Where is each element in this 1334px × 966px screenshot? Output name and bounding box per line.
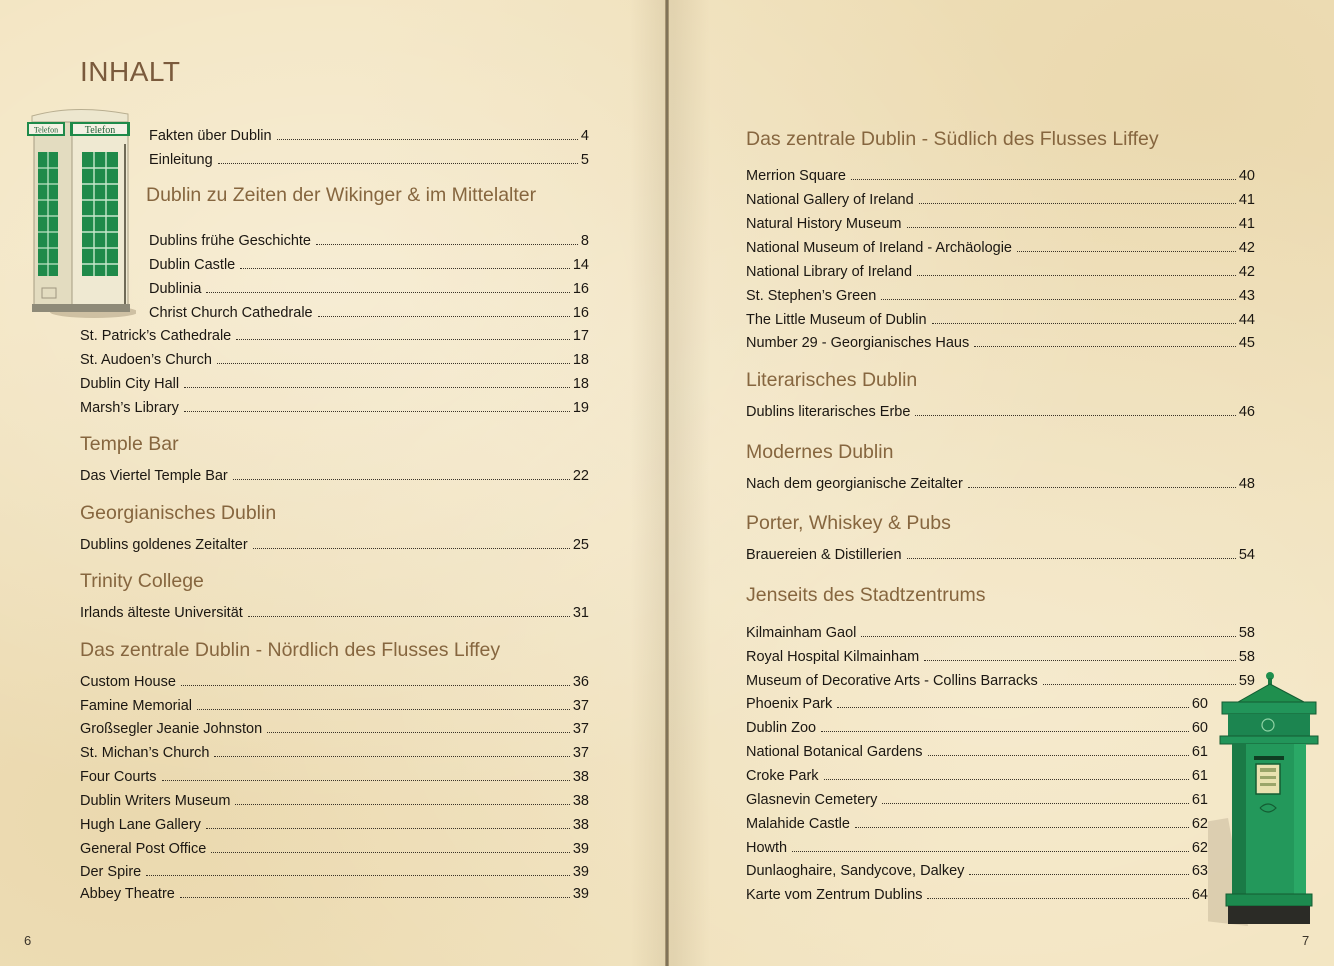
section-heading: Georgianisches Dublin bbox=[80, 502, 277, 524]
toc-entry-page: 19 bbox=[572, 400, 589, 416]
toc-entry[interactable] bbox=[149, 301, 589, 321]
page-number-right: 7 bbox=[1302, 933, 1310, 948]
toc-entry-page: 18 bbox=[572, 376, 589, 392]
toc-entry-label: Royal Hospital Kilmainham bbox=[746, 649, 920, 665]
section-heading: Jenseits des Stadtzentrums bbox=[746, 584, 986, 606]
toc-entry-label: Dublin Writers Museum bbox=[80, 793, 231, 809]
toc-entry[interactable] bbox=[80, 396, 589, 416]
toc-entry-page: 36 bbox=[572, 674, 589, 690]
page-title: INHALT bbox=[80, 56, 181, 87]
toc-entry-page: 4 bbox=[580, 128, 589, 144]
leader-dots bbox=[267, 732, 570, 733]
toc-entry-label: Dublins frühe Geschichte bbox=[149, 233, 311, 249]
leader-dots bbox=[917, 275, 1236, 276]
gutter-shadow bbox=[630, 0, 710, 966]
toc-entry-page: 31 bbox=[572, 605, 589, 621]
toc-entry-label: Howth bbox=[746, 840, 788, 856]
leader-dots bbox=[316, 244, 578, 245]
leader-dots bbox=[851, 179, 1236, 180]
leader-dots bbox=[211, 852, 570, 853]
toc-entry[interactable] bbox=[149, 148, 589, 168]
toc-entry[interactable] bbox=[80, 813, 589, 833]
section-heading: Trinity College bbox=[80, 570, 204, 592]
toc-entry-page: 58 bbox=[1238, 649, 1255, 665]
toc-entry-page: 41 bbox=[1238, 216, 1255, 232]
toc-entry-label: Museum of Decorative Arts - Collins Barracks bbox=[746, 673, 1038, 689]
toc-entry-label: Phoenix Park bbox=[746, 696, 833, 712]
toc-entry[interactable] bbox=[746, 645, 1255, 665]
leader-dots bbox=[214, 756, 569, 757]
section-heading: Porter, Whiskey & Pubs bbox=[746, 512, 951, 534]
toc-entry-label: Hugh Lane Gallery bbox=[80, 817, 201, 833]
leader-dots bbox=[162, 780, 570, 781]
leader-dots bbox=[855, 827, 1189, 828]
toc-entry-page: 60 bbox=[1191, 720, 1208, 736]
leader-dots bbox=[197, 709, 570, 710]
toc-entry[interactable] bbox=[746, 883, 1208, 903]
toc-entry[interactable] bbox=[80, 372, 589, 392]
toc-entry-page: 59 bbox=[1238, 673, 1255, 689]
toc-entry[interactable] bbox=[746, 400, 1255, 420]
leader-dots bbox=[919, 203, 1236, 204]
toc-entry[interactable] bbox=[149, 124, 589, 144]
toc-entry-page: 39 bbox=[572, 886, 589, 902]
toc-entry[interactable] bbox=[80, 694, 589, 714]
section-heading: Das zentrale Dublin - Südlich des Flusses Liffey bbox=[746, 128, 1159, 150]
toc-entry-label: Fakten über Dublin bbox=[149, 128, 272, 144]
toc-entry[interactable] bbox=[746, 859, 1208, 879]
toc-entry-label: Abbey Theatre bbox=[80, 886, 175, 902]
toc-entry-page: 61 bbox=[1191, 768, 1208, 784]
toc-entry-page: 43 bbox=[1238, 288, 1255, 304]
leader-dots bbox=[184, 411, 570, 412]
toc-entry-label: Großsegler Jeanie Johnston bbox=[80, 721, 263, 737]
toc-entry-page: 45 bbox=[1238, 335, 1255, 351]
toc-entry-label: St. Stephen’s Green bbox=[746, 288, 877, 304]
leader-dots bbox=[253, 548, 570, 549]
toc-entry-page: 38 bbox=[572, 769, 589, 785]
toc-entry[interactable] bbox=[746, 621, 1255, 641]
leader-dots bbox=[824, 779, 1189, 780]
toc-entry[interactable] bbox=[746, 716, 1208, 736]
toc-entry[interactable] bbox=[80, 837, 589, 857]
section-heading: Das zentrale Dublin - Nördlich des Flusses Liffey bbox=[80, 639, 501, 661]
leader-dots bbox=[248, 616, 570, 617]
leader-dots bbox=[968, 487, 1236, 488]
toc-entry-label: Dublinia bbox=[149, 281, 202, 297]
toc-entry-label: Dunlaoghaire, Sandycove, Dalkey bbox=[746, 863, 965, 879]
toc-entry-page: 42 bbox=[1238, 264, 1255, 280]
toc-entry-label: Marsh’s Library bbox=[80, 400, 179, 416]
toc-entry[interactable] bbox=[80, 789, 589, 809]
toc-entry-page: 41 bbox=[1238, 192, 1255, 208]
leader-dots bbox=[882, 803, 1189, 804]
toc-entry[interactable] bbox=[746, 260, 1255, 280]
toc-entry-label: General Post Office bbox=[80, 841, 207, 857]
section-heading: Dublin zu Zeiten der Wikinger & im Mittelalter bbox=[146, 184, 537, 206]
toc-entry-label: Merrion Square bbox=[746, 168, 846, 184]
leader-dots bbox=[974, 346, 1236, 347]
toc-entry-label: Dublins literarisches Erbe bbox=[746, 404, 911, 420]
leader-dots bbox=[235, 804, 569, 805]
leader-dots bbox=[217, 363, 570, 364]
toc-entry[interactable] bbox=[746, 164, 1255, 184]
toc-entry-page: 63 bbox=[1191, 863, 1208, 879]
toc-entry-label: National Museum of Ireland - Archäologie bbox=[746, 240, 1012, 256]
leader-dots bbox=[907, 227, 1236, 228]
toc-entry[interactable] bbox=[746, 472, 1255, 492]
toc-entry-page: 39 bbox=[572, 864, 589, 880]
toc-entry-page: 37 bbox=[572, 745, 589, 761]
leader-dots bbox=[907, 558, 1236, 559]
leader-dots bbox=[206, 828, 570, 829]
toc-entry[interactable] bbox=[80, 765, 589, 785]
toc-entry[interactable] bbox=[746, 740, 1208, 760]
leader-dots bbox=[206, 292, 569, 293]
toc-entry-label: Christ Church Cathedrale bbox=[149, 305, 313, 321]
toc-entry-label: Kilmainham Gaol bbox=[746, 625, 857, 641]
toc-entry-page: 18 bbox=[572, 352, 589, 368]
toc-entry-page: 16 bbox=[572, 281, 589, 297]
leader-dots bbox=[969, 874, 1188, 875]
toc-entry-label: Dublin Castle bbox=[149, 257, 236, 273]
toc-entry-page: 44 bbox=[1238, 312, 1255, 328]
toc-entry[interactable] bbox=[746, 308, 1255, 328]
toc-entry-page: 8 bbox=[580, 233, 589, 249]
toc-entry-label: The Little Museum of Dublin bbox=[746, 312, 927, 328]
leader-dots bbox=[932, 323, 1236, 324]
toc-entry-page: 62 bbox=[1191, 840, 1208, 856]
leader-dots bbox=[837, 707, 1189, 708]
toc-entry[interactable] bbox=[80, 717, 589, 737]
toc-entry[interactable] bbox=[149, 277, 589, 297]
toc-entry[interactable] bbox=[746, 812, 1208, 832]
toc-entry-page: 61 bbox=[1191, 792, 1208, 808]
toc-entry[interactable] bbox=[80, 670, 589, 690]
leader-dots bbox=[318, 316, 570, 317]
toc-entry-label: St. Audoen’s Church bbox=[80, 352, 212, 368]
toc-entry-label: Nach dem georgianische Zeitalter bbox=[746, 476, 963, 492]
leader-dots bbox=[792, 851, 1189, 852]
toc-entry-label: Four Courts bbox=[80, 769, 157, 785]
toc-entry-page: 40 bbox=[1238, 168, 1255, 184]
toc-entry-label: St. Patrick’s Cathedrale bbox=[80, 328, 232, 344]
toc-entry-label: Karte vom Zentrum Dublins bbox=[746, 887, 923, 903]
toc-entry-page: 38 bbox=[572, 817, 589, 833]
leader-dots bbox=[861, 636, 1235, 637]
toc-entry-page: 5 bbox=[580, 152, 589, 168]
leader-dots bbox=[881, 299, 1236, 300]
toc-entry-label: National Gallery of Ireland bbox=[746, 192, 914, 208]
toc-entry-page: 62 bbox=[1191, 816, 1208, 832]
leader-dots bbox=[181, 685, 570, 686]
svg-text:Telefon: Telefon bbox=[33, 125, 59, 135]
leader-dots bbox=[218, 163, 578, 164]
toc-entry-page: 14 bbox=[572, 257, 589, 273]
book-gutter bbox=[665, 0, 669, 966]
toc-entry-page: 37 bbox=[572, 698, 589, 714]
toc-entry-page: 42 bbox=[1238, 240, 1255, 256]
toc-entry[interactable] bbox=[80, 348, 589, 368]
leader-dots bbox=[146, 875, 570, 876]
toc-entry-page: 64 bbox=[1191, 887, 1208, 903]
leader-dots bbox=[821, 731, 1189, 732]
toc-entry-page: 48 bbox=[1238, 476, 1255, 492]
toc-entry[interactable] bbox=[80, 533, 589, 553]
toc-entry-label: St. Michan’s Church bbox=[80, 745, 210, 761]
section-heading: Temple Bar bbox=[80, 433, 179, 455]
toc-entry[interactable] bbox=[80, 741, 589, 761]
section-heading: Literarisches Dublin bbox=[746, 369, 918, 391]
toc-entry-label: Dublins goldenes Zeitalter bbox=[80, 537, 248, 553]
toc-entry-page: 17 bbox=[572, 328, 589, 344]
toc-entry[interactable] bbox=[746, 188, 1255, 208]
leader-dots bbox=[928, 755, 1189, 756]
toc-entry-label: Dublin Zoo bbox=[746, 720, 817, 736]
toc-entry-label: Das Viertel Temple Bar bbox=[80, 468, 228, 484]
toc-entry-page: 37 bbox=[572, 721, 589, 737]
toc-entry-label: Natural History Museum bbox=[746, 216, 902, 232]
toc-entry-label: Custom House bbox=[80, 674, 176, 690]
toc-entry-page: 61 bbox=[1191, 744, 1208, 760]
toc-entry-page: 25 bbox=[572, 537, 589, 553]
toc-entry[interactable] bbox=[80, 464, 589, 484]
post-box-icon bbox=[1208, 668, 1328, 930]
leader-dots bbox=[924, 660, 1236, 661]
toc-entry[interactable] bbox=[746, 836, 1208, 856]
toc-entry[interactable] bbox=[746, 331, 1255, 351]
toc-entry[interactable] bbox=[149, 253, 589, 273]
toc-entry-label: Croke Park bbox=[746, 768, 819, 784]
toc-entry[interactable] bbox=[746, 236, 1255, 256]
toc-entry[interactable] bbox=[746, 284, 1255, 304]
toc-entry[interactable] bbox=[746, 543, 1255, 563]
leader-dots bbox=[1043, 684, 1236, 685]
toc-entry[interactable] bbox=[80, 882, 589, 902]
leader-dots bbox=[180, 897, 570, 898]
toc-entry-page: 46 bbox=[1238, 404, 1255, 420]
leader-dots bbox=[277, 139, 578, 140]
toc-entry-label: Number 29 - Georgianisches Haus bbox=[746, 335, 970, 351]
toc-entry-label: Brauereien & Distillerien bbox=[746, 547, 902, 563]
section-heading: Modernes Dublin bbox=[746, 441, 894, 463]
toc-entry-label: Dublin City Hall bbox=[80, 376, 180, 392]
toc-entry-label: Einleitung bbox=[149, 152, 213, 168]
toc-entry[interactable] bbox=[80, 324, 589, 344]
toc-entry-page: 22 bbox=[572, 468, 589, 484]
toc-entry[interactable] bbox=[149, 229, 589, 249]
leader-dots bbox=[915, 415, 1235, 416]
toc-entry-page: 16 bbox=[572, 305, 589, 321]
toc-entry-label: Malahide Castle bbox=[746, 816, 850, 832]
toc-entry-page: 60 bbox=[1191, 696, 1208, 712]
leader-dots bbox=[236, 339, 570, 340]
toc-entry-label: Irlands älteste Universität bbox=[80, 605, 243, 621]
toc-entry-label: Der Spire bbox=[80, 864, 142, 880]
toc-entry-page: 39 bbox=[572, 841, 589, 857]
toc-entry[interactable] bbox=[746, 764, 1208, 784]
telephone-kiosk-icon bbox=[24, 104, 136, 320]
toc-entry-label: National Library of Ireland bbox=[746, 264, 913, 280]
toc-entry-label: Glasnevin Cemetery bbox=[746, 792, 878, 808]
toc-entry[interactable] bbox=[746, 669, 1255, 689]
leader-dots bbox=[1017, 251, 1236, 252]
svg-text:Telefon: Telefon bbox=[84, 125, 116, 136]
toc-entry[interactable] bbox=[80, 860, 589, 880]
toc-entry-page: 54 bbox=[1238, 547, 1255, 563]
toc-entry-label: Famine Memorial bbox=[80, 698, 192, 714]
toc-entry[interactable] bbox=[80, 601, 589, 621]
toc-entry[interactable] bbox=[746, 788, 1208, 808]
leader-dots bbox=[233, 479, 570, 480]
leader-dots bbox=[240, 268, 570, 269]
toc-entry[interactable] bbox=[746, 212, 1255, 232]
toc-entry[interactable] bbox=[746, 692, 1208, 712]
toc-entry-page: 58 bbox=[1238, 625, 1255, 641]
leader-dots bbox=[184, 387, 570, 388]
leader-dots bbox=[927, 898, 1188, 899]
page-number-left: 6 bbox=[24, 933, 32, 948]
toc-entry-page: 38 bbox=[572, 793, 589, 809]
toc-entry-label: National Botanical Gardens bbox=[746, 744, 923, 760]
